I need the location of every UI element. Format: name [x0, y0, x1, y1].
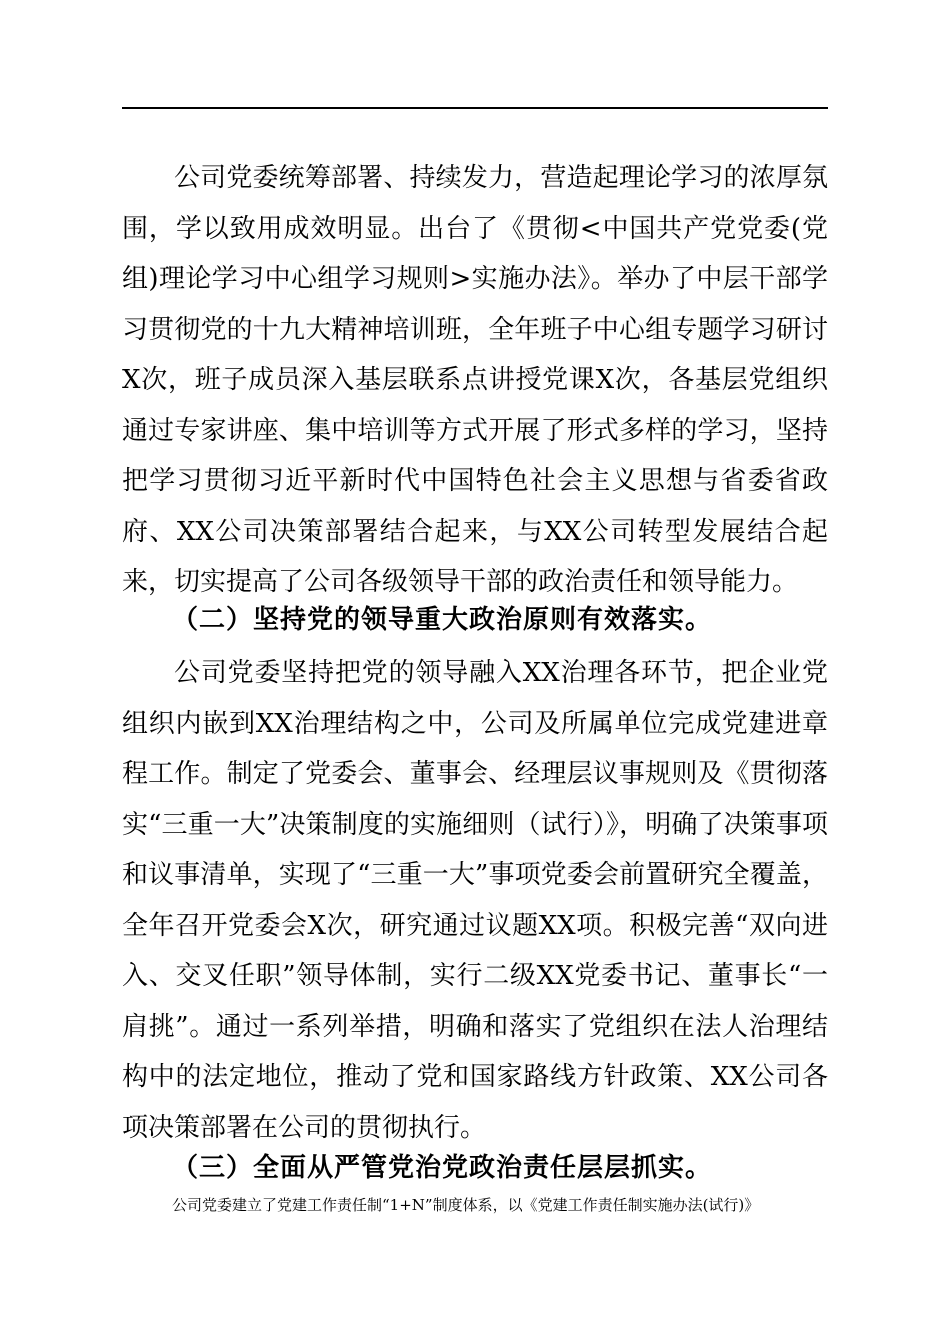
heading-party-leadership: （二）坚持党的领导重大政治原则有效落实。 [172, 605, 713, 635]
paragraph-theory-study: 公司党委统筹部署、持续发力，营造起理论学习的浓厚氛围，学以致用成效明显。出台了《贯彻<中国共产党党委(党组)理论学习中心组学习规则>实施办法》。举办了中层干部学习贯彻党的十九大精神培训班，全年班子中心组专题学习研讨X次，班子成员深入基层联系点讲授党课X次，各基层党组织通过专家讲座、集中培训等方式开展了形式多样的学习，坚持把学习贯彻习近平新时代中国特色社会主义思想与省委省政府、XX公司决策部署结合起来，与XX公司转型发展结合起来，切实提高了公司各级领导干部的政治责任和领导能力。 [122, 163, 828, 597]
paragraph-responsibility-system: 公司党委建立了党建工作责任制“1+N”制度体系，以《党建工作责任制实施办法(试行)》 [172, 1196, 760, 1214]
paragraph-party-leadership: 公司党委坚持把党的领导融入XX治理各环节，把企业党组织内嵌到XX治理结构之中，公司及所属单位完成党建进章程工作。制定了党委会、董事会、经理层议事规则及《贯彻落实“三重一大”决策制度的实施细则（试行）》，明确了决策事项和议事清单，实现了“三重一大”事项党委会前置研究全覆盖，全年召开党委会X次，研究通过议题XX项。积极完善“双向进入、交叉任职”领导体制，实行二级XX党委书记、董事长“一肩挑”。通过一系列举措，明确和落实了党组织在法人治理结构中的法定地位，推动了党和国家路线方针政策、XX公司各项决策部署在公司的贯彻执行。 [122, 658, 828, 1143]
header-divider [122, 107, 828, 109]
heading-strict-governance: （三）全面从严管党治党政治责任层层抓实。 [172, 1153, 713, 1183]
